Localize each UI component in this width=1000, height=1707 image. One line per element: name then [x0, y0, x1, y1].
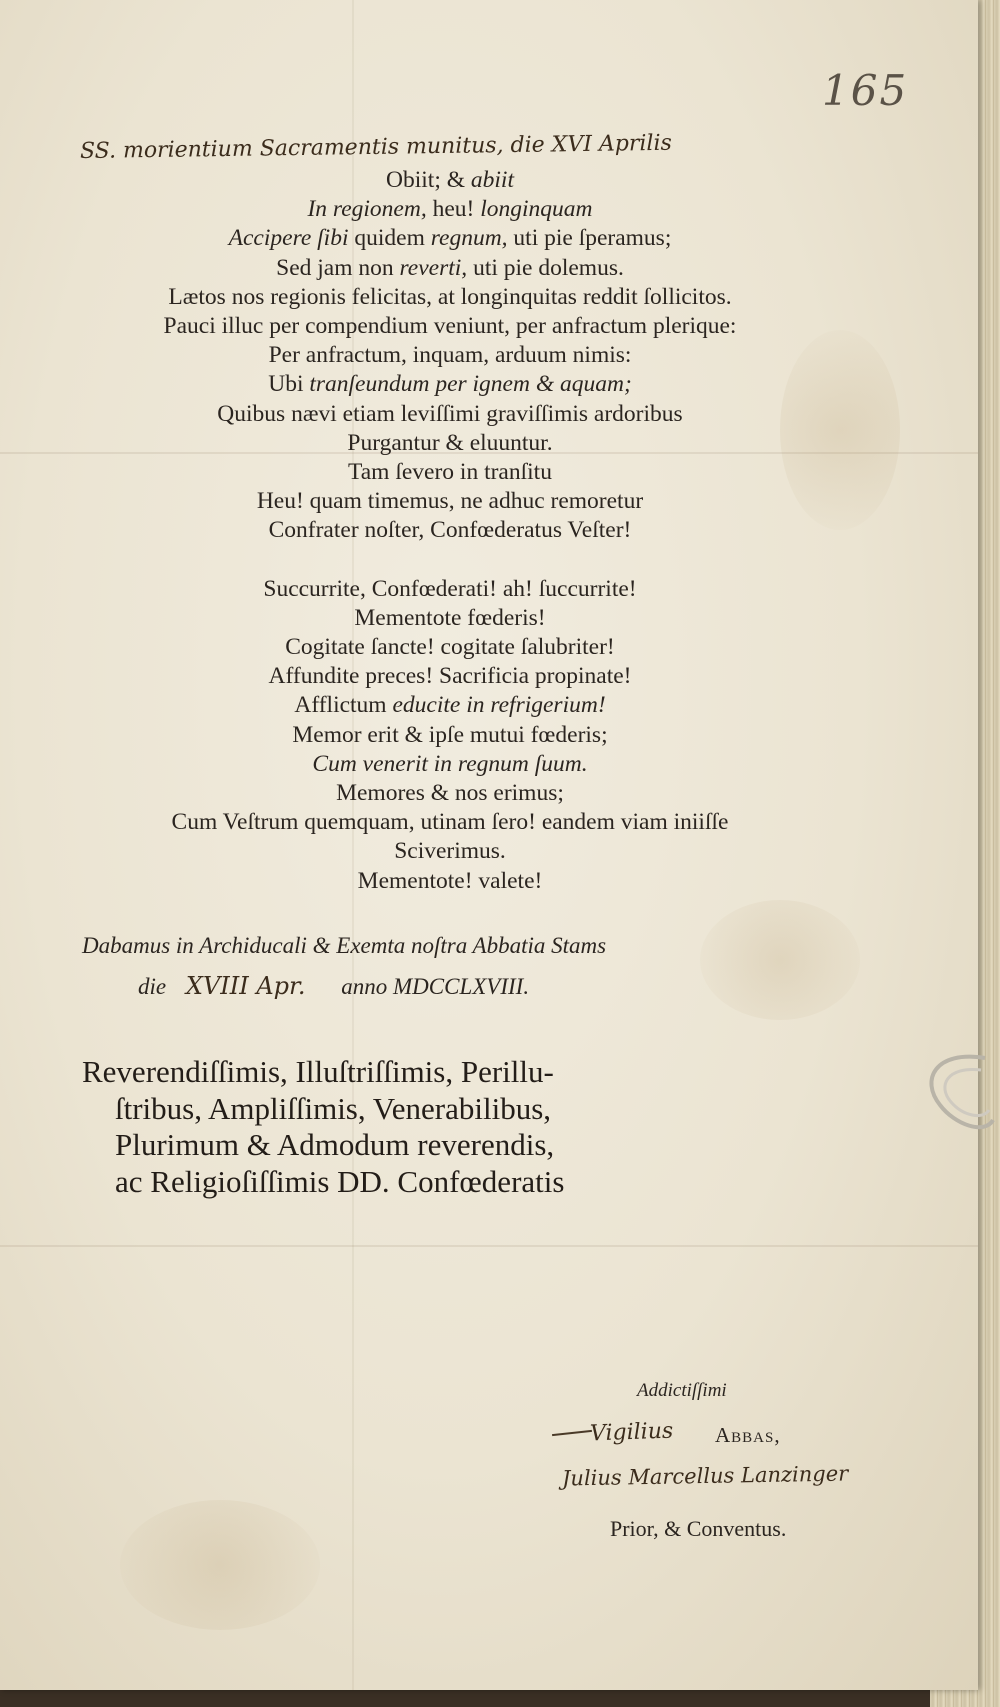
italic-text: In regionem, — [307, 196, 427, 223]
roman-text: Afflictum — [294, 692, 393, 719]
body-line — [90, 458, 810, 487]
body-line — [90, 721, 810, 750]
roman-text: Obiit; & — [386, 167, 471, 193]
roman-text: Sed jam non — [276, 254, 400, 281]
body-line — [90, 604, 810, 633]
italic-text: abiit — [470, 167, 514, 193]
italic-text: Cum venerit in regnum ſuum. — [312, 750, 588, 777]
body-line — [90, 633, 810, 662]
address-line: Reverendiſſimis, Illuſtriſſimis, Perillu- — [82, 1054, 554, 1089]
body-line — [90, 341, 810, 370]
fold-line — [0, 1245, 978, 1247]
folio-number: 165 — [822, 66, 909, 115]
body-line — [90, 691, 810, 720]
body-line — [90, 779, 810, 808]
roman-text: Heu! quam timemus, ne adhuc remoretur — [256, 488, 644, 515]
body-line — [90, 400, 810, 429]
address-line: ſtribus, Ampliſſimis, Venerabilibus, — [115, 1090, 552, 1126]
body-line — [90, 575, 810, 604]
roman-text: Tam ſevero in tranſitu — [348, 459, 552, 486]
roman-text: Cum Veſtrum quemquam, utinam ſero! eandem viam iniiſſe — [171, 809, 729, 836]
body-line — [90, 487, 810, 516]
italic-text: Accipere ſibi — [228, 225, 349, 252]
signature-vigilius: Vigilius — [589, 1418, 674, 1447]
body-line — [90, 254, 810, 283]
roman-text: Cogitate ſancte! cogitate ſalubriter! — [285, 634, 615, 661]
dating-line-2 — [82, 966, 782, 1007]
body-line — [90, 750, 810, 779]
body-line — [90, 429, 810, 458]
manuscript-note: SS. morientium Sacramentis munitus, die XVI Aprilis — [79, 130, 672, 165]
italic-text: educite in refrigerium! — [392, 692, 606, 719]
prior-label: Prior, & Conventus. — [610, 1516, 787, 1541]
roman-text: Affundite preces! Sacrificia propinate! — [268, 663, 632, 690]
obituary-body — [90, 166, 810, 896]
body-line — [90, 867, 810, 896]
address-line: Plurimum & Admodum reverendis, — [115, 1127, 555, 1162]
body-line — [90, 195, 810, 224]
italic-text: regnum, — [430, 225, 508, 252]
abbas-label: Abbas, — [715, 1423, 781, 1447]
roman-text: heu! — [426, 196, 481, 223]
body-line — [90, 283, 810, 312]
roman-text: Succurrite, Confœderati! ah! ſuccurrite! — [263, 575, 637, 602]
roman-text: Quibus nævi etiam leviſſimi graviſſimis ardoribus — [217, 400, 683, 427]
body-line — [90, 808, 810, 837]
body-line — [90, 516, 810, 545]
roman-text: Lætos nos regionis felicitas, at longinquitas reddit ſollicitos. — [168, 283, 732, 310]
italic-text: tranſeundum per ignem & aquam; — [309, 371, 632, 398]
address-block — [82, 1054, 722, 1200]
signature-flourish — [552, 1430, 592, 1436]
roman-text: Mementote fœderis! — [354, 604, 546, 631]
roman-text: Memor erit & ipſe mutui fœderis; — [292, 721, 608, 748]
italic-text: reverti, — [399, 254, 468, 281]
italic-text: longinquam — [480, 196, 593, 223]
roman-text: Confrater noſter, Confœderatus Veſter! — [268, 517, 632, 544]
body-line — [90, 662, 810, 691]
roman-text: Ubi — [268, 371, 310, 398]
roman-text: quidem — [348, 225, 431, 252]
signature-julius: Julius Marcellus Lanzinger — [561, 1461, 849, 1491]
paper-stain — [120, 1500, 320, 1630]
body-line — [90, 224, 810, 253]
roman-text: uti pie ſperamus; — [507, 225, 672, 252]
roman-text: Per anfractum, inquam, arduum nimis: — [268, 342, 632, 369]
roman-text: Purgantur & eluuntur. — [347, 429, 553, 456]
addictissimi-label: Addictiſſimi — [637, 1380, 727, 1401]
body-line — [90, 166, 810, 195]
paper-clip-icon — [915, 1050, 995, 1140]
address-line: ac Religioſiſſimis DD. Confœderatis — [115, 1163, 565, 1199]
roman-text: uti pie dolemus. — [467, 254, 624, 281]
body-line — [90, 837, 810, 866]
roman-text: Pauci illuc per compendium veniunt, per anfractum plerique: — [163, 313, 737, 340]
dating-anno: anno MDCCLXVIII. — [341, 974, 530, 999]
body-line — [90, 312, 810, 341]
roman-text: Sciverimus. — [394, 838, 506, 865]
dating-die: die — [138, 974, 167, 999]
dating-line-1: Dabamus in Archiducali & Exemta noſtra Abbatia Stams — [82, 933, 607, 958]
dating-day-handwritten: XVIII Apr. — [185, 972, 306, 1000]
dating-clause — [82, 926, 782, 1007]
body-line — [90, 370, 810, 399]
roman-text: Mementote! valete! — [357, 867, 543, 894]
roman-text: Memores & nos erimus; — [336, 780, 564, 807]
